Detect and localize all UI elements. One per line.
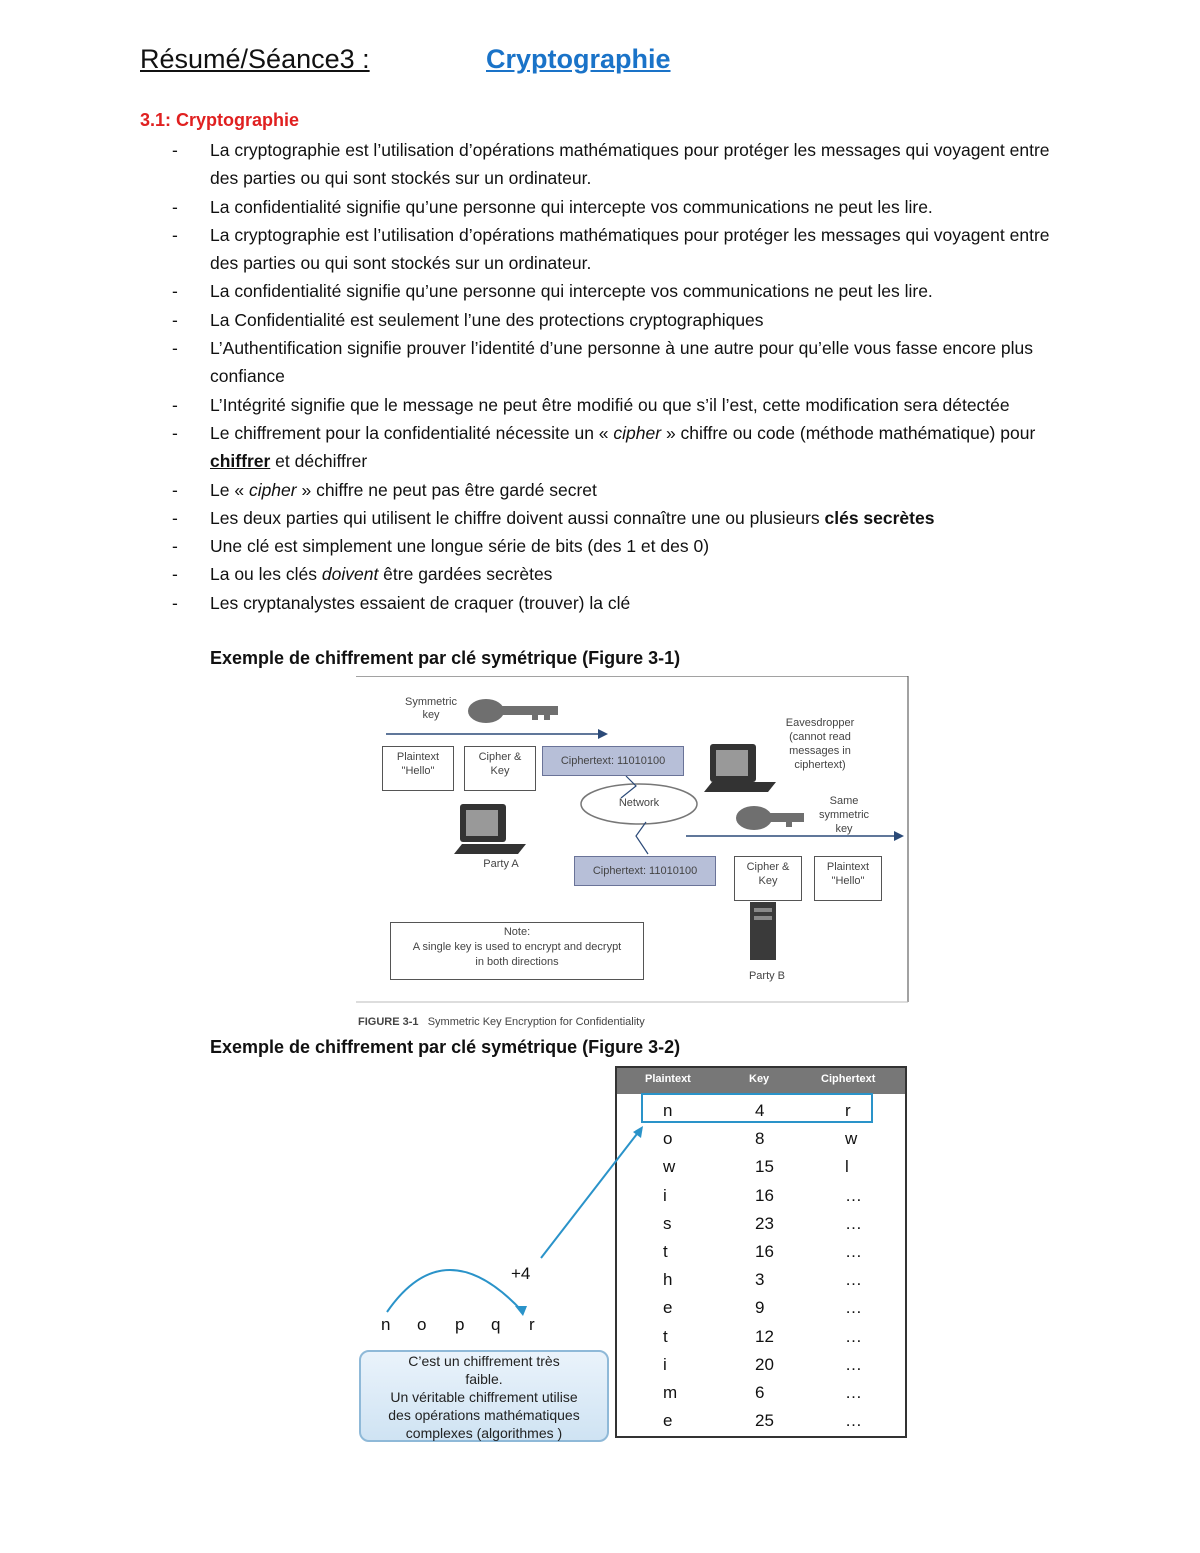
section-heading: 3.1: Cryptographie: [140, 110, 300, 130]
figure-3-2: [355, 1066, 915, 1446]
bullet-item: - Le « cipher » chiffre ne peut pas être gardé secret: [172, 476, 1052, 504]
table-cell: 16: [755, 1242, 774, 1261]
bullet-item: - La cryptographie est l’utilisation d’opérations mathématiques pour protéger les messages qui voyagent entre des parties ou qui sont stockés sur un ordinateur.: [172, 221, 1052, 278]
table-cell: e: [663, 1411, 673, 1431]
note-box: Note: A single key is used to encrypt and decrypt in both directions: [390, 922, 644, 980]
table-cell: …: [845, 1242, 862, 1261]
table-cell: 15: [755, 1157, 774, 1177]
party-b-label: Party B: [748, 970, 786, 982]
cipher-key-box-b: Cipher & Key: [734, 856, 802, 901]
bullet-item: - La confidentialité signifie qu’une personne qui intercepte vos communications ne peut les lire.: [172, 277, 1052, 305]
page-title-right: Cryptographie: [486, 44, 671, 74]
table-cell: w: [663, 1157, 676, 1177]
table-cell: t: [663, 1242, 668, 1261]
bullet-item: - Une clé est simplement une longue série de bits (des 1 et des 0): [172, 532, 1052, 560]
table-cell: …: [845, 1185, 862, 1205]
table-cell: 12: [755, 1326, 774, 1346]
bullet-item: - L’Intégrité signifie que le message ne peut être modifié ou que s’il l’est, cette modification sera détectée: [172, 391, 1052, 419]
table-cell: …: [845, 1411, 862, 1431]
symmetric-key-label: Symmetric key: [405, 696, 457, 721]
same-key-label: Same symmetric key: [818, 795, 870, 835]
table-cell: i: [663, 1354, 667, 1374]
bullet-item: - La ou les clés doivent être gardées secrètes: [172, 560, 1052, 588]
table-cell: l: [845, 1157, 849, 1177]
table-cell: m: [663, 1383, 678, 1402]
figure-caption: FIGURE 3-1 Symmetric Key Encryption for Confidentiality: [358, 1016, 645, 1028]
table-cell: i: [663, 1185, 667, 1205]
server-icon: [750, 902, 776, 960]
table-cell: w: [845, 1129, 858, 1149]
bullet-item: - Les cryptanalystes essaient de craquer (trouver) la clé: [172, 589, 1052, 617]
figure1-heading: Exemple de chiffrement par clé symétrique (Figure 3-1): [210, 648, 681, 668]
table-cell: 4: [755, 1101, 765, 1120]
table-cell: 9: [755, 1298, 765, 1318]
table-cell: t: [663, 1326, 668, 1346]
bullet-item: - La cryptographie est l’utilisation d’opérations mathématiques pour protéger les messages qui voyagent entre des parties ou qui sont stockés sur un ordinateur.: [172, 136, 1052, 193]
table-cell: e: [663, 1298, 673, 1318]
shift-arc: [387, 1270, 523, 1312]
page-title-left: Résumé/Séance3 :: [140, 44, 370, 74]
highlight-box: [642, 1094, 872, 1122]
table-cell: …: [845, 1354, 862, 1374]
table-cell: …: [845, 1270, 862, 1290]
letter: p: [455, 1315, 465, 1334]
table-cell: 25: [755, 1411, 774, 1431]
table-cell: 16: [755, 1185, 774, 1205]
cipher-key-box-a: Cipher & Key: [464, 746, 536, 791]
bullet-item: - La Confidentialité est seulement l’une des protections cryptographiques: [172, 306, 1052, 334]
eavesdropper-label: Eavesdropper (cannot read messages in ciphertext): [785, 717, 855, 771]
bullet-item: - Les deux parties qui utilisent le chiffre doivent aussi connaître une ou plusieurs clés secrètes: [172, 504, 1052, 532]
computer-icon: [454, 804, 526, 854]
table-cell: 20: [755, 1354, 774, 1374]
pointer-arrow: [541, 1130, 640, 1258]
network-label: Network: [618, 797, 660, 809]
letter: n: [381, 1315, 391, 1334]
table-cell: s: [663, 1213, 672, 1233]
bullet-item: - L’Authentification signifie prouver l’identité d’une personne à une autre pour qu’elle vous fasse encore plus confiance: [172, 334, 1052, 391]
plaintext-box-b: Plaintext "Hello": [814, 856, 882, 901]
table-cell: 23: [755, 1213, 774, 1233]
figure2-heading: Exemple de chiffrement par clé symétrique (Figure 3-2): [210, 1037, 681, 1057]
plaintext-box-a: Plaintext "Hello": [382, 746, 454, 791]
table-cell: o: [663, 1129, 673, 1149]
key-icon: [736, 806, 804, 830]
table-cell: h: [663, 1270, 673, 1290]
figure-3-1: [356, 676, 918, 1031]
table-cell: 8: [755, 1129, 765, 1149]
letter: q: [491, 1315, 501, 1334]
letter: r: [529, 1315, 535, 1334]
bullet-item: - La confidentialité signifie qu’une personne qui intercepte vos communications ne peut les lire.: [172, 193, 1052, 221]
table-cell: …: [845, 1298, 862, 1318]
table-cell: 3: [755, 1270, 765, 1290]
table-header: Plaintext Key Ciphertext: [617, 1068, 905, 1094]
table-cell: n: [663, 1101, 673, 1120]
table-cell: …: [845, 1383, 862, 1402]
key-icon: [468, 699, 558, 723]
weak-cipher-note: C’est un chiffrement très faible. Un véritable chiffrement utilise des opérations mathématiques complexes (algorithmes ): [359, 1350, 609, 1442]
party-a-label: Party A: [483, 858, 519, 870]
letter: o: [417, 1315, 427, 1334]
table-cell: 6: [755, 1383, 765, 1402]
shift-label: +4: [511, 1264, 531, 1283]
table-cell: …: [845, 1213, 862, 1233]
ciphertext-box-a: Ciphertext: 11010100: [542, 746, 684, 776]
bullet-item: - Le chiffrement pour la confidentialité nécessite un « cipher » chiffre ou code (méthode mathématique) pour chiffrer et déchiffrer: [172, 419, 1052, 476]
table-cell: r: [845, 1101, 851, 1120]
table-cell: …: [845, 1326, 862, 1346]
bullet-list: [172, 136, 1052, 617]
ciphertext-box-b: Ciphertext: 11010100: [574, 856, 716, 886]
